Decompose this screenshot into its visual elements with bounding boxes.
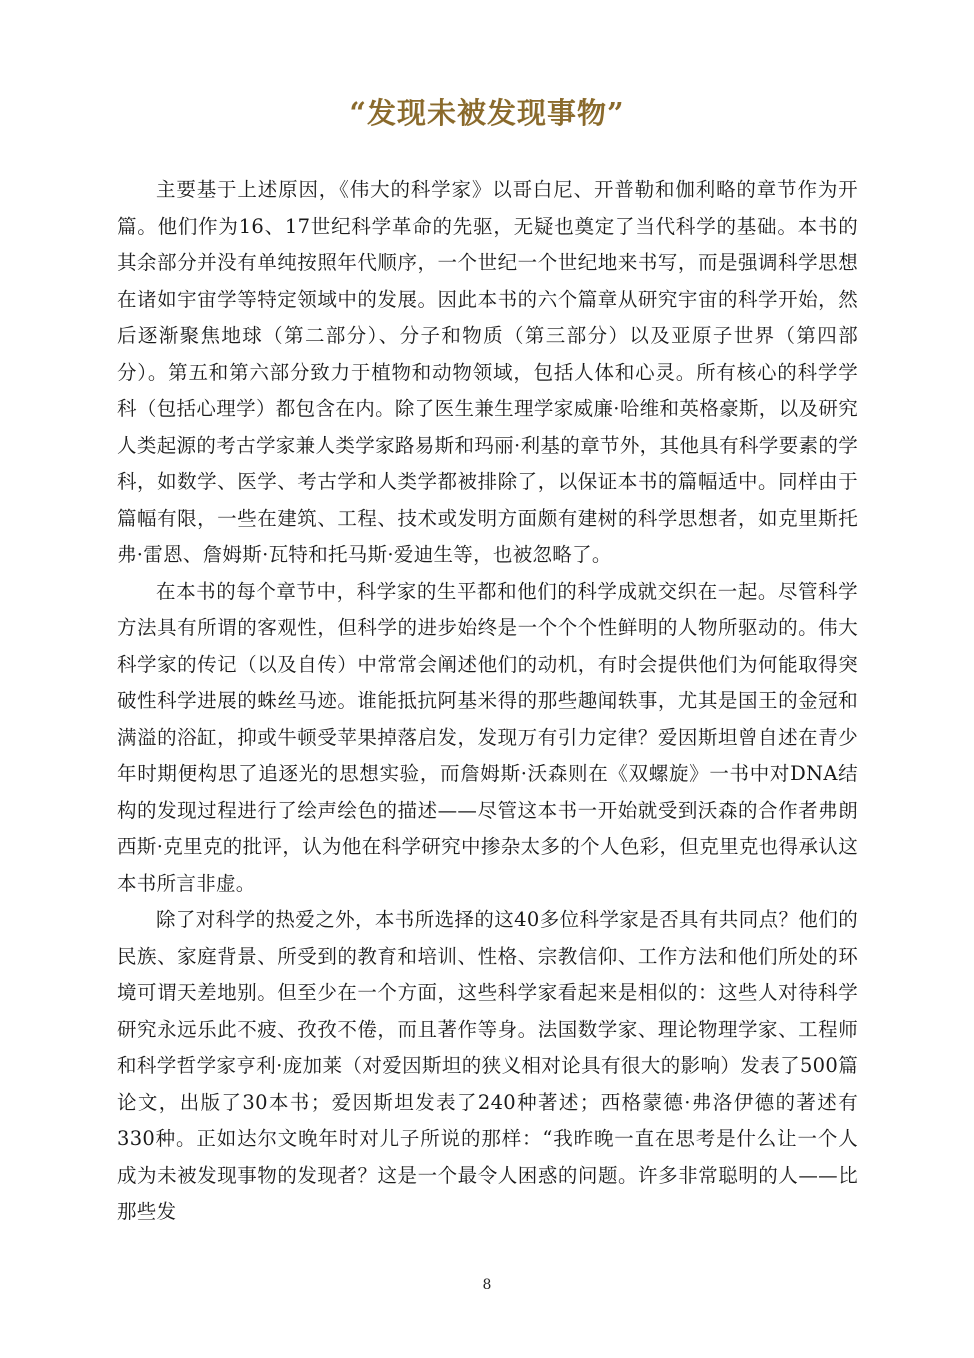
body-text xyxy=(117,172,858,1231)
paragraph-1: 主要基于上述原因，《伟大的科学家》以哥白尼、开普勒和伽利略的章节作为开篇。他们作为16、17世纪科学革命的先驱，无疑也奠定了当代科学的基础。本书的其余部分并没有单纯按照年代顺序，一个世纪一个世纪地来书写，而是强调科学思想在诸如宇宙学等特定领域中的发展。因此本书的六个篇章从研究宇宙的科学开始，然后逐渐聚焦地球（第二部分）、分子和物质（第三部分）以及亚原子世界（第四部分）。第五和第六部分致力于植物和动物领域，包括人体和心灵。所有核心的科学学科（包括心理学）都包含在内。除了医生兼生理学家威廉·哈维和英格豪斯，以及研究人类起源的考古学家兼人类学家路易斯和玛丽·利基的章节外，其他具有科学要素的学科，如数学、医学、考古学和人类学都被排除了，以保证本书的篇幅适中。同样由于篇幅有限，一些在建筑、工程、技术或发明方面颇有建树的科学思想者，如克里斯托弗·雷恩、詹姆斯·瓦特和托马斯·爱迪生等，也被忽略了。 xyxy=(117,178,858,566)
paragraph-2: 在本书的每个章节中，科学家的生平都和他们的科学成就交织在一起。尽管科学方法具有所谓的客观性，但科学的进步始终是一个个个性鲜明的人物所驱动的。伟大科学家的传记（以及自传）中常常会阐述他们的动机，有时会提供他们为何能取得突破性科学进展的蛛丝马迹。谁能抵抗阿基米得的那些趣闻轶事，尤其是国王的金冠和满溢的浴缸，抑或牛顿受苹果掉落启发，发现万有引力定律？爱因斯坦曾自述在青少年时期便构思了追逐光的思想实验，而詹姆斯·沃森则在《双螺旋》一书中对DNA结构的发现过程进行了绘声绘色的描述——尽管这本书一开始就受到沃森的合作者弗朗西斯·克里克的批评，认为他在科学研究中掺杂太多的个人色彩，但克里克也得承认这本书所言非虚。 xyxy=(117,579,858,895)
paragraph-3: 除了对科学的热爱之外，本书所选择的这40多位科学家是否具有共同点？他们的民族、家庭背景、所受到的教育和培训、性格、宗教信仰、工作方法和他们所处的环境可谓天差地别。但至少在一个方面，这些科学家看起来是相似的：这些人对待科学研究永远乐此不疲、孜孜不倦，而且著作等身。法国数学家、理论物理学家、工程师和科学哲学家亨利·庞加莱（对爱因斯坦的狭义相对论具有很大的影响）发表了500篇论文，出版了30本书；爱因斯坦发表了240种著述；西格蒙德·弗洛伊德的著述有330种。正如达尔文晚年时对儿子所说的那样：“我昨晚一直在思考是什么让一个人成为未被发现事物的发现者？这是一个最令人困惑的问题。许多非常聪明的人——比那些发 xyxy=(117,908,858,1223)
page-number: 8 xyxy=(482,1277,492,1293)
page-title: “发现未被发现事物” xyxy=(349,96,625,130)
